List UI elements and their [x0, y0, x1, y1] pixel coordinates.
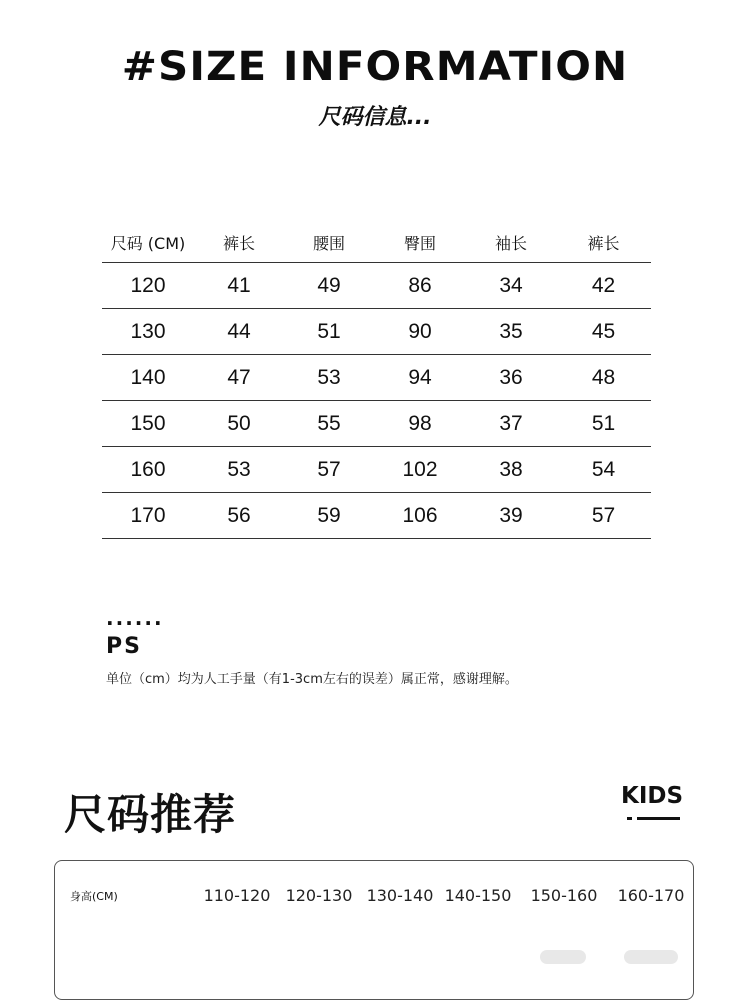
- recommend-marker: [624, 950, 678, 964]
- table-cell: 56: [194, 493, 284, 539]
- table-cell: 51: [556, 401, 651, 447]
- kids-underline-dot: [627, 817, 632, 820]
- table-cell: 120: [102, 263, 194, 309]
- table-cell: 102: [374, 447, 466, 493]
- page-title: #SIZE INFORMATION: [121, 44, 629, 90]
- table-cell: 39: [466, 493, 556, 539]
- table-cell: 130: [102, 309, 194, 355]
- table-cell: 90: [374, 309, 466, 355]
- table-cell: 94: [374, 355, 466, 401]
- table-cell: 54: [556, 447, 651, 493]
- table-row: [102, 355, 651, 401]
- table-cell: 44: [194, 309, 284, 355]
- table-cell: 45: [556, 309, 651, 355]
- table-cell: 160: [102, 447, 194, 493]
- table-cell: 37: [466, 401, 556, 447]
- table-cell: 53: [284, 355, 374, 401]
- table-cell: 38: [466, 447, 556, 493]
- column-header: 腰围: [284, 222, 374, 263]
- table-cell: 150: [102, 401, 194, 447]
- recommend-title: 尺码推荐: [64, 790, 237, 839]
- dotted-divider: ......: [106, 606, 164, 630]
- recommend-panel: [54, 860, 694, 1000]
- table-cell: 34: [466, 263, 556, 309]
- table-row: [102, 401, 651, 447]
- table-cell: 98: [374, 401, 466, 447]
- table-cell: 86: [374, 263, 466, 309]
- height-range: 160-170: [617, 886, 685, 905]
- table-cell: 55: [284, 401, 374, 447]
- table-cell: 36: [466, 355, 556, 401]
- table-cell: 48: [556, 355, 651, 401]
- kids-underline: [637, 817, 680, 820]
- table-cell: 41: [194, 263, 284, 309]
- column-header: 裤长: [556, 222, 651, 263]
- height-range: 120-130: [285, 886, 353, 905]
- table-cell: 51: [284, 309, 374, 355]
- table-cell: 57: [556, 493, 651, 539]
- column-header: 尺码 (CM): [102, 222, 194, 263]
- height-range: 150-160: [530, 886, 598, 905]
- size-table: [102, 222, 651, 539]
- recommend-marker: [540, 950, 586, 964]
- table-cell: 42: [556, 263, 651, 309]
- table-cell: 47: [194, 355, 284, 401]
- table-cell: 50: [194, 401, 284, 447]
- column-header: 袖长: [466, 222, 556, 263]
- table-cell: 106: [374, 493, 466, 539]
- table-row: [102, 447, 651, 493]
- table-row: [102, 493, 651, 539]
- height-range: 110-120: [203, 886, 271, 905]
- page-subtitle: 尺码信息...: [318, 105, 432, 130]
- table-header-row: [102, 222, 651, 263]
- table-cell: 53: [194, 447, 284, 493]
- column-header: 裤长: [194, 222, 284, 263]
- table-cell: 59: [284, 493, 374, 539]
- ps-label: PS: [106, 634, 142, 659]
- measurement-note: 单位（cm）均为人工手量（有1-3cm左右的误差）属正常，感谢理解。: [106, 672, 518, 687]
- height-range: 130-140: [366, 886, 434, 905]
- table-cell: 170: [102, 493, 194, 539]
- table-cell: 49: [284, 263, 374, 309]
- table-cell: 35: [466, 309, 556, 355]
- table-row: [102, 263, 651, 309]
- column-header: 臀围: [374, 222, 466, 263]
- height-label: 身高(CM): [70, 890, 118, 903]
- table-row: [102, 309, 651, 355]
- table-cell: 57: [284, 447, 374, 493]
- table-cell: 140: [102, 355, 194, 401]
- height-range: 140-150: [444, 886, 512, 905]
- kids-badge: KIDS: [621, 783, 684, 809]
